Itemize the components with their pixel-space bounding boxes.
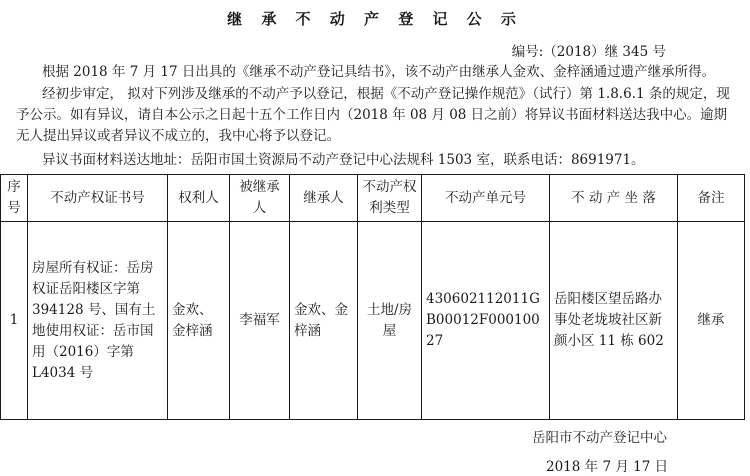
header-cell-cert: 不动产权证书号 <box>28 175 168 222</box>
cell-remark: 继承 <box>678 222 745 420</box>
header-cell-right-type: 不动产权利类型 <box>358 175 422 222</box>
paragraph-basis: 根据 2018 年 7 月 17 日出具的《继承不动产登记具结书》，该不动产由继承人金欢、金梓涵通过遗产继承所得。 <box>42 64 716 80</box>
cell-unit-no: 430602112011GB00012F00010027 <box>422 222 550 420</box>
cell-owner: 金欢、金梓涵 <box>168 222 230 420</box>
notice-title: 继 承 不 动 产 登 记 公 示 <box>227 10 523 28</box>
header-cell-seq: 序号 <box>1 175 28 222</box>
header-cell-owner: 权利人 <box>168 175 230 222</box>
header-cell-remark: 备注 <box>678 175 745 222</box>
paragraph-address: 异议书面材料送达地址：岳阳市国土资源局不动产登记中心法规科 1503 室，联系电话：8691971。 <box>42 152 645 168</box>
table-row <box>1 222 745 420</box>
table-header-row <box>1 175 745 222</box>
cell-decedent: 李福军 <box>230 222 290 420</box>
header-cell-decedent: 被继承人 <box>230 175 290 222</box>
header-cell-heir: 继承人 <box>290 175 358 222</box>
cell-cert: 房屋所有权证：岳房权证岳阳楼区字第 394128 号、国有土地使用权证：岳市国用（2016）字第 L4034 号 <box>28 222 168 420</box>
document-number: 编号:（2018）继 345 号 <box>511 44 666 60</box>
cell-heir: 金欢、金梓涵 <box>290 222 358 420</box>
cell-seq: 1 <box>1 222 28 420</box>
header-cell-location: 不 动 产 坐 落 <box>550 175 678 222</box>
registration-table <box>0 174 745 420</box>
issue-date: 2018 年 7 月 17 日 <box>546 459 669 475</box>
cell-location: 岳阳楼区望岳路办事处老垅坡社区新颜小区 11 栋 602 <box>550 222 678 420</box>
header-cell-unit-no: 不动产单元号 <box>422 175 550 222</box>
paragraph-review: 经初步审定， 拟对下列涉及继承的不动产予以登记，根据《不动产登记操作规范》（试行）第 1.8.6.1 条的规定，现予公示。如有异议，请自本公示之日起十五个工作日内（2018 年 08 月 08 日之前）将异议书面材料送达我中心。逾期无人提出异议或者异议不成立的，我中心将予以登记。 <box>16 86 730 144</box>
cell-right-type: 土地/房屋 <box>358 222 422 420</box>
issuer-name: 岳阳市不动产登记中心 <box>532 430 667 446</box>
